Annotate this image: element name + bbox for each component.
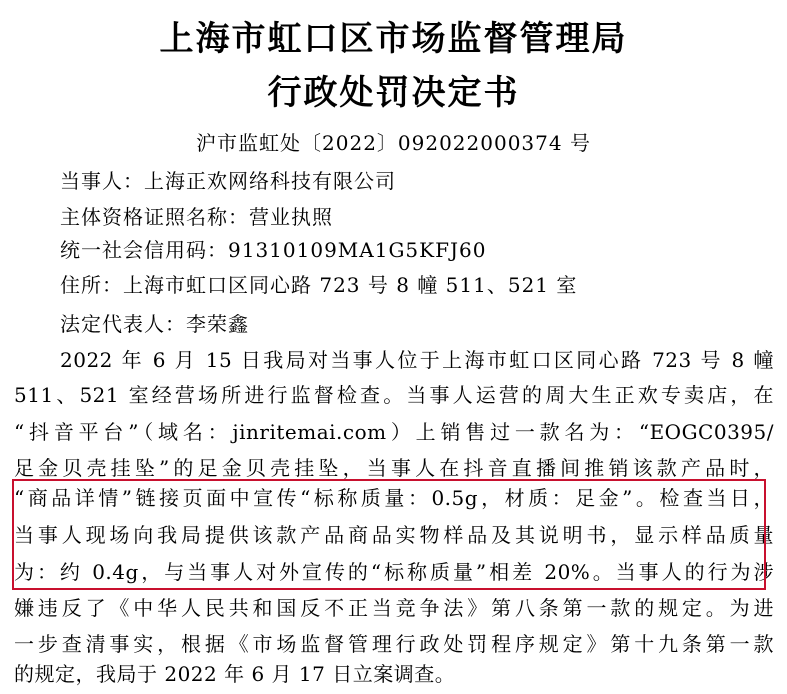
body-line: 足金贝壳挂坠”的足金贝壳挂坠，当事人在抖音直播间推销该款产品时， (14, 456, 774, 480)
body-line: 一步查清事实，根据《市场监督管理行政处罚程序规定》第十九条第一款 (14, 632, 774, 656)
body-line: 511、521 室经营场所进行监督检查。当事人运营的周大生正欢专卖店，在 (14, 383, 774, 407)
party-legal-representative: 法定代表人：李荣鑫 (60, 312, 249, 336)
party-name: 当事人：上海正欢网络科技有限公司 (60, 169, 396, 193)
party-qualification: 主体资格证照名称：营业执照 (60, 205, 333, 229)
party-address: 住所：上海市虹口区同心路 723 号 8 幢 511、521 室 (60, 273, 578, 297)
authority-title: 上海市虹口区市场监督管理局 (159, 19, 628, 59)
document-number: 沪市监虹处〔2022〕092022000374 号 (196, 131, 591, 155)
body-line-highlighted: “商品详情”链接页面中宣传“标称质量：0.5g，材质：足金”。检查当日， (14, 486, 774, 510)
body-line-highlighted: 当事人现场向我局提供该款产品商品实物样品及其说明书，显示样品质量 (14, 523, 774, 547)
body-line-highlighted: 为：约 0.4g，与当事人对外宣传的“标称质量”相差 20%。当事人的行为涉 (14, 560, 774, 584)
body-line: 嫌违反了《中华人民共和国反不正当竞争法》第八条第一款的规定。为进 (14, 596, 774, 620)
body-line: 2022 年 6 月 15 日我局对当事人位于上海市虹口区同心路 723 号 8 幢 (60, 348, 774, 372)
body-line: 的规定，我局于 2022 年 6 月 17 日立案调查。 (14, 662, 456, 686)
document-title: 行政处罚决定书 (267, 73, 520, 113)
body-line: “抖音平台”（域名：jinritemai.com）上销售过一款名为：“EOGC0395/ (14, 420, 774, 444)
party-credit-code: 统一社会信用码：91310109MA1G5KFJ60 (60, 238, 487, 262)
